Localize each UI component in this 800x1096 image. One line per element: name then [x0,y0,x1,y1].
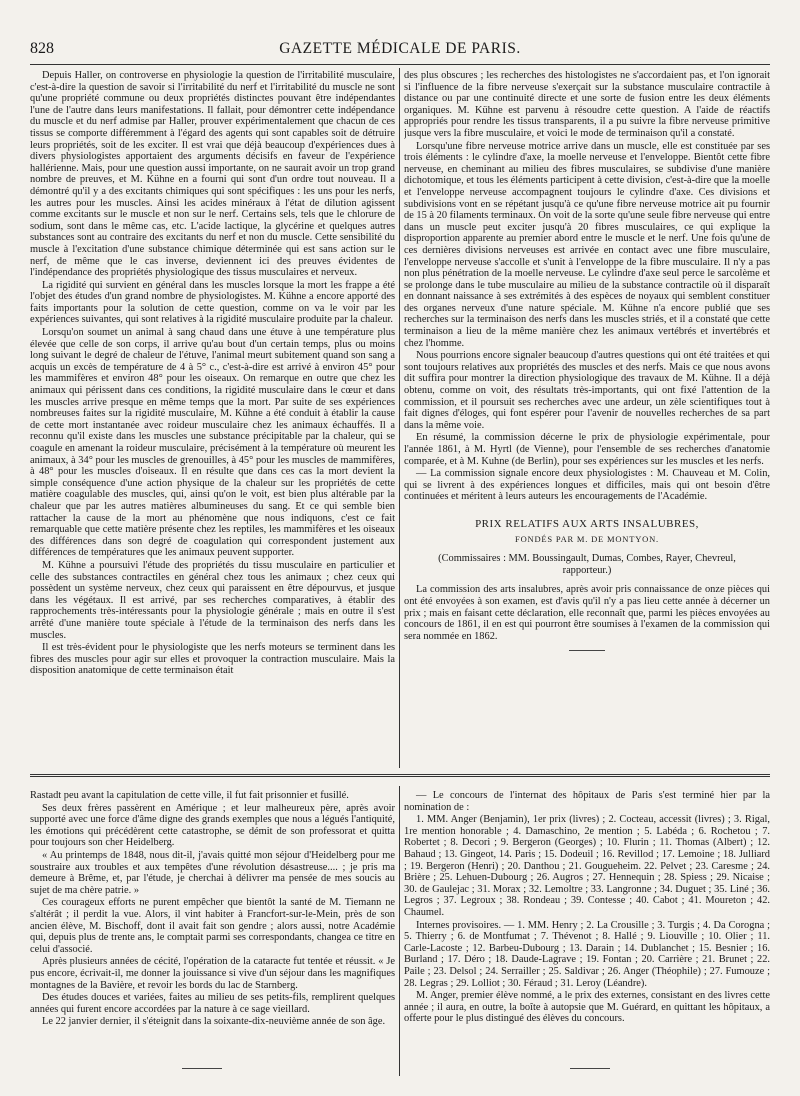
paragraph: Internes provisoires. — 1. MM. Henry ; 2. La Crousille ; 3. Turgis ; 4. Da Corogna ; 5. Thierry ; 6. de Montfumat ; 7. Thévenot ; 8. Hallé ; 9. Liouville ; 10. Olier ; 11. Carle-Lacoste ; 12. Barbeu-Dubourg ; 13. Darain ; 14. Dublanchet ; 15. Besnier ; 16. Burland ; 17. Déro ; 18. Daude-Lagrave ; 19. Fontan ; 20. Carrière ; 21. Brunet ; 22. Paile ; 23. Delsol ; 24. Serrailler ; 25. Saldivar ; 26. Anger (Théophile) ; 27. Fumouze ; 28. Legras ; 29. Lolliot ; 30. Féraud ; 31. Leroy (Léandre). [404,919,770,989]
paragraph: Le 22 janvier dernier, il s'éteignit dans la soixante-dix-neuvième année de son âge. [42,1016,386,1028]
paragraph: M. Anger, premier élève nommé, a le prix des externes, consistant en des livres cette année ; il aura, en outre, la boîte à autopsie que M. Guérard, en quittant les hôpitaux, a offerte pour le plus distingué des élèves du concours. [404,990,770,1025]
page-number: 828 [30,40,54,57]
column-divider-top [399,68,400,768]
column-end-rule [182,1068,222,1069]
column-divider-bottom [399,786,400,1076]
paragraph: La rigidité qui survient en général dans les muscles lorsque la mort les frappe a été l'objet des études d'un grand nombre de physiologistes. M. Kühne a encore apporté des faits importants pour la solution de cette question, comme on va le voir par les expériences suivantes, qui sont relatives à la rigidité musculaire produite par la chaleur. [30,279,395,326]
column-top-left [30,70,395,760]
paragraph: 1. MM. Anger (Benjamin), 1er prix (livres) ; 2. Cocteau, accessit (livres) ; 3. Rigal, 1re mention honorable ; 4. Damaschino, 2e mention ; 5. Labéda ; 6. Rochetou ; 7. Robertet ; 8. Decori ; 9. Bergeron (Georges) ; 10. Flurin ; 11. Thomas (Albert) ; 12. Bahaud ; 13. Gingeot, 14. Paris ; 15. Dodeuil ; 16. Revillod ; 17. Lemoine ; 18. Julliard ; 19. Bergeron (Henri) ; 20. Danthou ; 21. Gougueheim. 22. Pelvet ; 23. Caresme ; 24. Brière ; 25. Lehuen-Dubourg ; 26. Augros ; 27. Hennequin ; 28. Spiess ; 29. Nicaise ; 30. de Gaulejac ; 31. Morax ; 32. Lemoltre ; 33. Langronne ; 34. Duguet ; 35. Liné ; 36. Legros ; 37. Legroux ; 38. Rondeau ; 39. Contesse ; 40. Cabot ; 41. Moureton ; 42. Chaumel. [404,814,770,918]
paragraph: Ces courageux efforts ne purent empêcher que bientôt la santé de M. Tiemann ne s'altérât ; il perdit la vue. Alors, il vint habiter à Francfort-sur-le-Mein, près de son ancien élève, M. Bischoff, dont il avait fait son gendre ; alors aussi, notre Académie qui, depuis plus de trente ans, le comptait parmi ses correspondants, changea ce titre en celui d'associé. [30,897,395,955]
prize-section-subtitle: FONDÉS PAR M. DE MONTYON. [515,533,659,544]
column-bottom-right [404,790,770,1060]
paragraph: Des études douces et variées, faites au milieu de ses petits-fils, remplirent quelques années qui furent encore accordées par la nature à ce sage vieillard. [30,992,395,1015]
prize-commission: (Commissaires : MM. Boussingault, Dumas, Combes, Rayer, Chevreul, rapporteur.) [438,553,736,576]
header-rule [30,64,770,65]
paragraph: Ses deux frères passèrent en Amérique ; et leur malheureux père, après avoir supporté avec une force d'âme digne des grands exemples que nous a légués l'antiquité, les émotions qui précédèrent cette catastrophe, se démit de son professorat et quitta pour toujours son cher Heidelberg. [30,802,395,849]
paragraph: Lorsqu'on soumet un animal à sang chaud dans une étuve à une température plus élevée que celle de son corps, il arrive qu'au bout d'un certain temps, plus ou moins long suivant le degré de chaleur de l'étuve, l'animal meurt subitement quand son sang a acquis un excès de température de 4 à 5° c., c'est-à-dire est arrivé à environ 45° pour les mammifères et environ 48° pour les oiseaux. On remarque en outre que chez les animaux qui périssent dans ces conditions, la rigidité musculaire dans le cœur et dans les muscles arrive presque en même temps que la mort. Par suite de ses expériences nombreuses faites sur la rigidité musculaire, M. Kühne a été conduit à établir la cause de cette mort instantanée avec roideur musculaire chez les animaux échauffés. Il a reconnu qu'il existe dans les muscles une substance précipitable par la chaleur, qui se coagule en amenant la roideur musculaire, précisément à la température où meurent les animaux, à 34° pour les muscles de grenouilles, à 45° pour les muscles de mammifères, à 48° pour les muscles d'oiseaux. Il en résulte que dans ces cas la mort devient la simple conséquence d'une action physique de la chaleur sur les propriétés de cette matière coagulable des muscles, qui, ainsi qu'on le voit, est bien plus altérable par la chaleur que par les autres matières albumineuses du sang. Et ce qui semble bien rattacher la cause de la mort au phénomène que nous indiquons, c'est ce fait remarquable que cette matière présente chez les reptiles, les mammifères et les oiseaux des différences dans son degré de coagulation qui correspondent justement aux différences de températures que les animaux peuvent supporter. [30,327,395,559]
paragraph: En résumé, la commission décerne le prix de physiologie expérimentale, pour l'année 1861, à M. Hyrtl (de Vienne), pour l'ensemble de ses recherches d'anatomie comparée, et à M. Kuhne (de Berlin), pour ses expériences sur les muscles et les nerfs. [404,432,770,467]
prize-section-title: PRIX RELATIFS AUX ARTS INSALUBRES, [475,517,699,530]
paragraph: La commission des arts insalubres, après avoir pris connaissance de onze pièces qui ont été envoyées à son examen, est d'avis qu'il n'y a pas lieu cette année à décerner un prix ; mais en faisant cette déclaration, elle reconnaît que, parmi les pièces envoyées au concours de 1861, il en est qui pourront être soumises à l'examen de la commission qui sera nommée en 1862. [404,584,770,642]
column-bottom-left [30,790,395,1060]
paragraph: Après plusieurs années de cécité, l'opération de la cataracte fut tentée et réussit. « Je pus encore, écrivait-il, me donner la jouissance si vive d'un séjour dans les magnifiques montagnes de la Bavière, et revoir les bords du lac de Starnberg. [30,956,395,991]
paragraph: — La commission signale encore deux physiologistes : M. Chauveau et M. Colin, qui se livrent à des expériences longues et difficiles, mais qui ont besoin d'être continuées et méritent à leurs auteurs les encouragements de l'Académie. [404,468,770,503]
running-title: GAZETTE MÉDICALE DE PARIS. [279,40,521,57]
column-end-rule [570,1068,610,1069]
paragraph: Depuis Haller, on controverse en physiologie la question de l'irritabilité musculaire, c'est-à-dire la question de savoir si l'irritabilité du nerf et l'irritabilité du muscle ne sont qu'une propriété commune ou deux propriétés distinctes pouvant être indépendantes l'une de l'autre dans leurs manifestations. Il fallait, pour démontrer cette indépendance du muscle et du nerf admise par Haller, prouver expérimentalement que chacun de ces tissus se comporte différemment à l'égard des agents qui sont capables soit de détruire leurs propriétés, soit de les exciter. Il est vrai que déjà beaucoup d'expériences dues à divers physiologistes apportaient des arguments décisifs en faveur de l'expérience hallérienne. Mais, pour une question aussi importante, on ne saurait avoir un trop grand nombre de preuves, et M. Kühne en a fourni qui sont d'un ordre tout nouveau. Il a démontré qu'il y a des excitants chimiques qui sont spécifiques : les uns pour les nerfs, les autres pour les muscles. Ainsi les acides minéraux à l'état de dilution agissent comme excitants sur le muscle et non sur le nerf. Certains sels, tels que le chlorure de sodium, sont dans le même cas, etc. L'acide lactique, la glycérine et quelques autres substances sont au contraire des excitants du nerf et non du muscle. Cette sensibilité du muscle à l'excitation d'une substance chimique déterminée qui est sans action sur le nerf, de même que le cas inverse, deviennent ici des preuves évidentes de l'indépendance des propriétés physiologique des tissus musculaires et nerveux. [30,70,395,279]
paragraph: Nous pourrions encore signaler beaucoup d'autres questions qui ont été traitées et qui sont toujours relatives aux propriétés des muscles et des nerfs. Mais ce que nous avons dit suffira pour montrer la direction physiologique des travaux de M. Kühne. Il a déjà obtenu, comme on voit, des résultats très-importants, qui ont fixé l'attention de la commission, et il poursuit ses recherches avec une ardeur, un zèle scientifiques tout à fait dignes d'éloges, qui font espérer pour l'avenir de nouvelles recherches de sa part dans la même voie. [404,350,770,431]
section-end-rule [569,650,605,651]
paragraph: — Le concours de l'internat des hôpitaux de Paris s'est terminé hier par la nomination de : [404,790,770,813]
paragraph: M. Kühne a poursuivi l'étude des propriétés du tissu musculaire en particulier et celle des substances contractiles en général chez tous les animaux ; chez ceux qui possèdent un système nerveux, chez ceux qui paraissent en être dépourvus, et jusque dans les végétaux. Il est arrivé, par ses recherches comparatives, à établir des rapprochements très-intéressants pour la physiologie générale ; mais en outre il s'est arrêté d'une manière toute spéciale à l'étude de la terminaison des nerfs dans les muscles. [30,559,395,641]
paragraph: des plus obscures ; les recherches des histologistes ne s'accordaient pas, et l'on ignorait si l'influence de la fibre nerveuse s'exerçait sur la substance musculaire contractile à distance ou par une continuité directe et une sorte de fusion entre les deux éléments organiques. M. Kühne est parvenu à résoudre cette question. A l'aide de réactifs appropriés pour rendre les tissus transparents, il a pu suivre la fibre nerveuse primitive jusque vers la fibre musculaire, et voici le mode de terminaison qu'il a constaté. [404,70,770,139]
paragraph: Rastadt peu avant la capitulation de cette ville, il fut fait prisonnier et fusillé. [30,790,349,801]
paragraph: « Au printemps de 1848, nous dit-il, j'avais quitté mon séjour d'Heidelberg pour me soustraire aux troubles et aux tempêtes d'une révolution désastreuse.... ; je pris ma demeure à Brême, et, par l'étude, je cherchai à délivrer ma pensée de mes soucis au sujet de ma chère patrie. » [30,849,395,896]
paragraph: Il est très-évident pour le physiologiste que les nerfs moteurs se terminent dans les fibres des muscles pour agir sur elles et provoquer la contraction musculaire. Mais la disposition anatomique de cette terminaison était [30,642,395,677]
section-divider [30,774,770,777]
page-header [30,40,770,66]
column-top-right [404,70,770,760]
paragraph: Lorsqu'une fibre nerveuse motrice arrive dans un muscle, elle est constituée par ses trois éléments : le cylindre d'axe, la moelle nerveuse et l'enveloppe. Bientôt cette fibre nerveuse, en cheminant au milieu des fibres musculaires, se subdivise d'une manière dichotomique, et tous les éléments participent à cette division, c'est-à-dire que la moelle et l'enveloppe nerveuse accompagnent toujours le cylindre d'axe. Ces divisions et subdivisions vont en se répétant jusqu'à ce qu'une fibre nerveuse motrice ait pu fournir de 15 à 20 filaments terminaux. On voit de la sorte qu'une seule fibre nerveuse qui entre dans un muscle peut exciter jusqu'à 20 fibres musculaires, ce qui explique la disproportion apparente au premier abord entre le muscle et le nerf. Une fois qu'une de ces dernières divisions nerveuses est arrivée en contact avec une fibre musculaire, l'enveloppe nerveuse s'accolle et s'unit à l'enveloppe de la fibre musculaire. Il n'y a pas non plus pénétration de la moelle nerveuse. Le cylindre d'axe seul perce le sarcolème et se prolonge dans le tube musculaire au milieu de la substance contractile où il disparaît en donnant naissance à ses extrémités à des espèces de noyaux qui semblent constituer des organes nerveux d'une nature spéciale. M. Kühne n'a encore publié que ses recherches sur la terminaison des nerfs dans les muscles striés, et il a constaté que cette terminaison a lieu de la même manière chez les animaux vertébrés et invertébrés et chez l'homme. [404,140,770,349]
